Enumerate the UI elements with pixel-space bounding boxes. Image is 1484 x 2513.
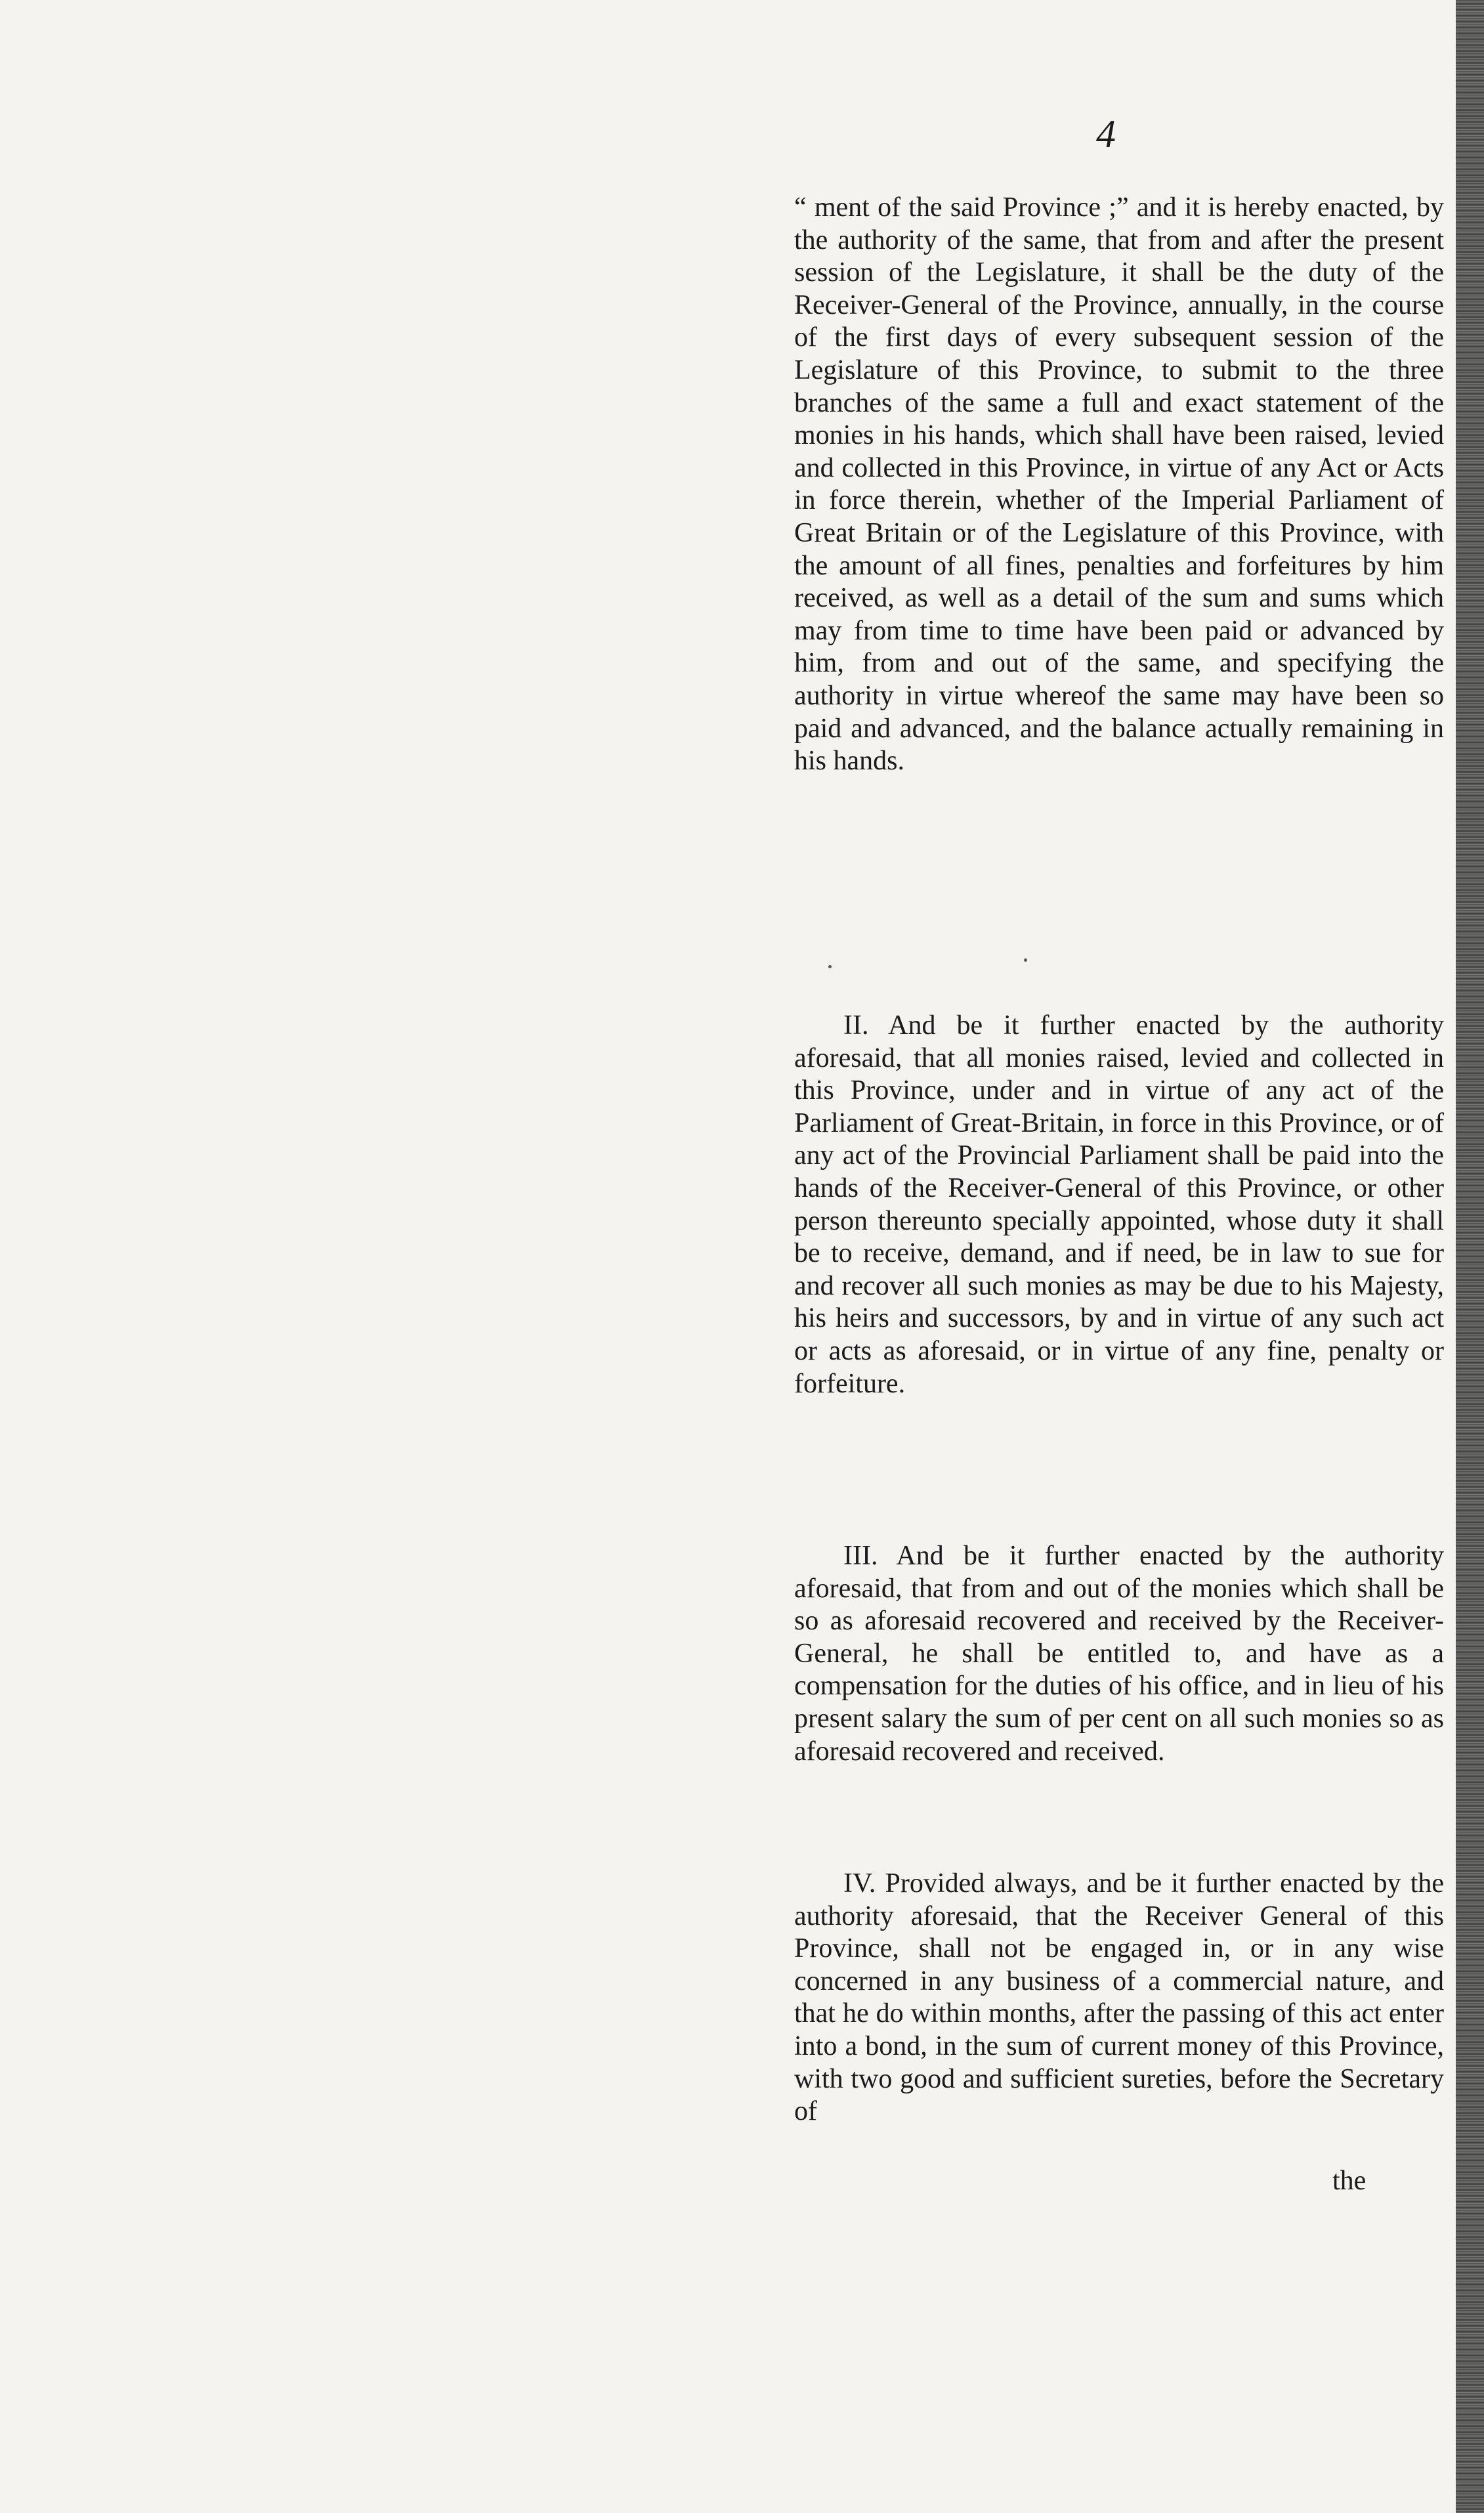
printing-speck — [1024, 958, 1027, 962]
catchword: the — [1332, 2166, 1367, 2196]
paragraph-section-4: IV. Provided always, and be it further enacted by the authority aforesaid, that the Receiver General of this Province, shall not be engaged in, or in any wise concerned in any business of a commercial nature, and that he do within months, after the passing of this act enter into a bond, in the sum of current money of this Province, with two good and sufficient sureties, before the Secretary of — [794, 1868, 1444, 2127]
paragraph-section-3: III. And be it further enacted by the authority aforesaid, that from and out of the monies which shall be so as aforesaid recovered and received by the Receiver-General, he shall be entitled to, and have as a compensation for the duties of his office, and in lieu of his present salary the sum of per cent on all such monies so as aforesaid recovered and received. — [794, 1541, 1444, 1767]
page-number: 4 — [1096, 112, 1116, 156]
paragraph-section-1: “ ment of the said Province ;” and it is hereby enacted, by the authority of the same, that from and after the present session of the Legislature, it shall be the duty of the Receiver-General of the Province, annually, in the course of the first days of every subsequent session of the Legislature of this Province, to submit to the three branches of the same a full and exact statement of the monies in his hands, which shall have been raised, levied and collected in this Province, in virtue of any Act or Acts in force therein, whether of the Imperial Parliament of Great Britain or of the Legislature of this Province, with the amount of all fines, penalties and forfeitures by him received, as well as a detail of the sum and sums which may from time to time have been paid or advanced by him, from and out of the same, and specifying the authority in virtue whereof the same may have been so paid and advanced, and the balance actually remaining in his hands. — [794, 192, 1444, 777]
binding-edge — [1456, 0, 1484, 2513]
printing-speck — [828, 965, 832, 968]
paragraph-section-2: II. And be it further enacted by the authority aforesaid, that all monies raised, levied and collected in this Province, under and in virtue of any act of the Parliament of Great-Britain, in force in this Province, or of any act of the Provincial Parliament shall be paid into the hands of the Receiver-General of this Province, or other person thereunto specially appointed, whose duty it shall be to receive, demand, and if need, be in law to sue for and recover all such monies as may be due to his Majesty, his heirs and successors, by and in virtue of any such act or acts as aforesaid, or in virtue of any fine, penalty or forfeiture. — [794, 1010, 1444, 1399]
